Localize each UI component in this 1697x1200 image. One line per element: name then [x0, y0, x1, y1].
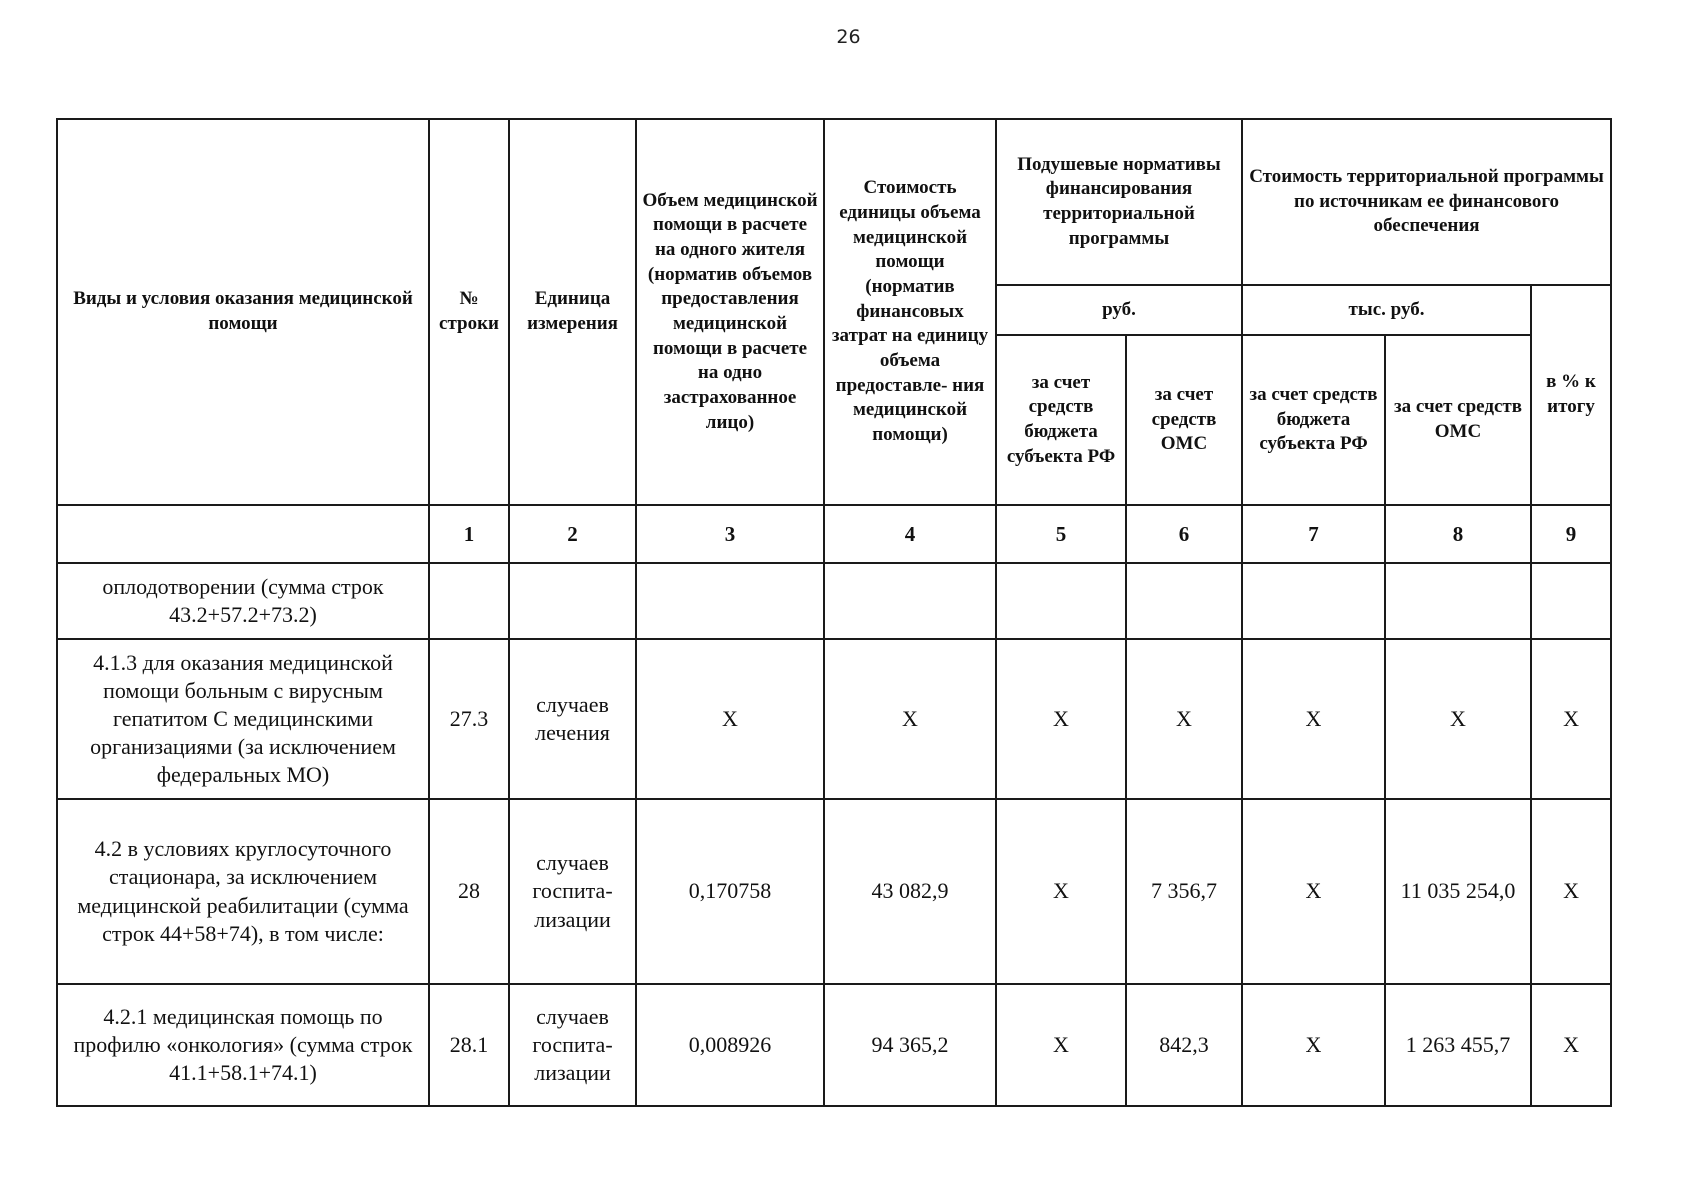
- row-percent: Х: [1531, 984, 1611, 1106]
- row-budget-rub: Х: [996, 984, 1126, 1106]
- row-unit: случаев госпита- лизации: [509, 984, 636, 1106]
- row-name: 4.1.3 для оказания медицинской помощи больным с вирусным гепатитом С медицинскими организациями (за исключением федеральных МО): [57, 639, 429, 799]
- row-volume: [636, 563, 824, 639]
- row-number: 28: [429, 799, 509, 984]
- table-row: [57, 799, 1611, 984]
- header-unit: Единица измерения: [509, 119, 636, 505]
- page-number: 26: [836, 26, 861, 48]
- header-oms-rub: за счет средств ОМС: [1126, 335, 1242, 505]
- row-volume: 0,008926: [636, 984, 824, 1106]
- row-percent: Х: [1531, 799, 1611, 984]
- row-unit: [509, 563, 636, 639]
- row-volume: 0,170758: [636, 799, 824, 984]
- row-oms-rub: [1126, 563, 1242, 639]
- column-numbers-row: [57, 505, 1611, 563]
- row-volume: Х: [636, 639, 824, 799]
- row-budget-thousand: [1242, 563, 1385, 639]
- row-oms-rub: Х: [1126, 639, 1242, 799]
- row-budget-thousand: Х: [1242, 639, 1385, 799]
- header-volume: Объем медицинской помощи в расчете на одного жителя (норматив объемов предоставления медицинской помощи в расчете на одно застрахованное лицо): [636, 119, 824, 505]
- header-row-number: № строки: [429, 119, 509, 505]
- row-oms-thousand: Х: [1385, 639, 1531, 799]
- table-row: [57, 639, 1611, 799]
- row-name: оплодотворении (сумма строк 43.2+57.2+73.2): [57, 563, 429, 639]
- row-oms-thousand: 11 035 254,0: [1385, 799, 1531, 984]
- row-unit: случаев лечения: [509, 639, 636, 799]
- header-name: Виды и условия оказания медицинской помощи: [57, 119, 429, 505]
- row-name: 4.2.1 медицинская помощь по профилю «онкология» (сумма строк 41.1+58.1+74.1): [57, 984, 429, 1106]
- row-budget-thousand: Х: [1242, 984, 1385, 1106]
- header-percent-total: в % к итогу: [1531, 285, 1611, 505]
- row-budget-rub: [996, 563, 1126, 639]
- header-unit-rub: руб.: [996, 285, 1242, 335]
- row-name: 4.2 в условиях круглосуточного стационара, за исключением медицинской реабилитации (сумма строк 44+58+74), в том числе:: [57, 799, 429, 984]
- header-budget-rf-rub: за счет средств бюджета субъекта РФ: [996, 335, 1126, 505]
- header-program-cost-group: Стоимость территориальной программы по источникам ее финансового обеспечения: [1242, 119, 1611, 285]
- row-unit-cost: 94 365,2: [824, 984, 996, 1106]
- row-budget-rub: Х: [996, 799, 1126, 984]
- header-unit-thousand-rub: тыс. руб.: [1242, 285, 1531, 335]
- row-budget-rub: Х: [996, 639, 1126, 799]
- row-oms-thousand: 1 263 455,7: [1385, 984, 1531, 1106]
- row-unit-cost: Х: [824, 639, 996, 799]
- funding-table: [56, 118, 1612, 1107]
- row-number: 28.1: [429, 984, 509, 1106]
- column-number: 3: [636, 505, 824, 563]
- row-unit-cost: [824, 563, 996, 639]
- column-number: 4: [824, 505, 996, 563]
- header-unit-cost: Стоимость единицы объема медицинской помощи (норматив финансовых затрат на единицу объема предоставле- ния медицинской помощи): [824, 119, 996, 505]
- header-oms-thousand: за счет средств ОМС: [1385, 335, 1531, 505]
- row-unit: случаев госпита- лизации: [509, 799, 636, 984]
- column-number: 8: [1385, 505, 1531, 563]
- column-number: 2: [509, 505, 636, 563]
- row-oms-thousand: [1385, 563, 1531, 639]
- row-percent: Х: [1531, 639, 1611, 799]
- column-number: 6: [1126, 505, 1242, 563]
- row-unit-cost: 43 082,9: [824, 799, 996, 984]
- header-per-capita-group: Подушевые нормативы финансирования территориальной программы: [996, 119, 1242, 285]
- row-oms-rub: 842,3: [1126, 984, 1242, 1106]
- column-number: 9: [1531, 505, 1611, 563]
- header-budget-rf-thousand: за счет средств бюджета субъекта РФ: [1242, 335, 1385, 505]
- column-number: 5: [996, 505, 1126, 563]
- table-row: [57, 563, 1611, 639]
- column-number: 7: [1242, 505, 1385, 563]
- row-oms-rub: 7 356,7: [1126, 799, 1242, 984]
- row-budget-thousand: Х: [1242, 799, 1385, 984]
- row-number: [429, 563, 509, 639]
- column-number-blank: [57, 505, 429, 563]
- row-percent: [1531, 563, 1611, 639]
- column-number: 1: [429, 505, 509, 563]
- table-row: [57, 984, 1611, 1106]
- row-number: 27.3: [429, 639, 509, 799]
